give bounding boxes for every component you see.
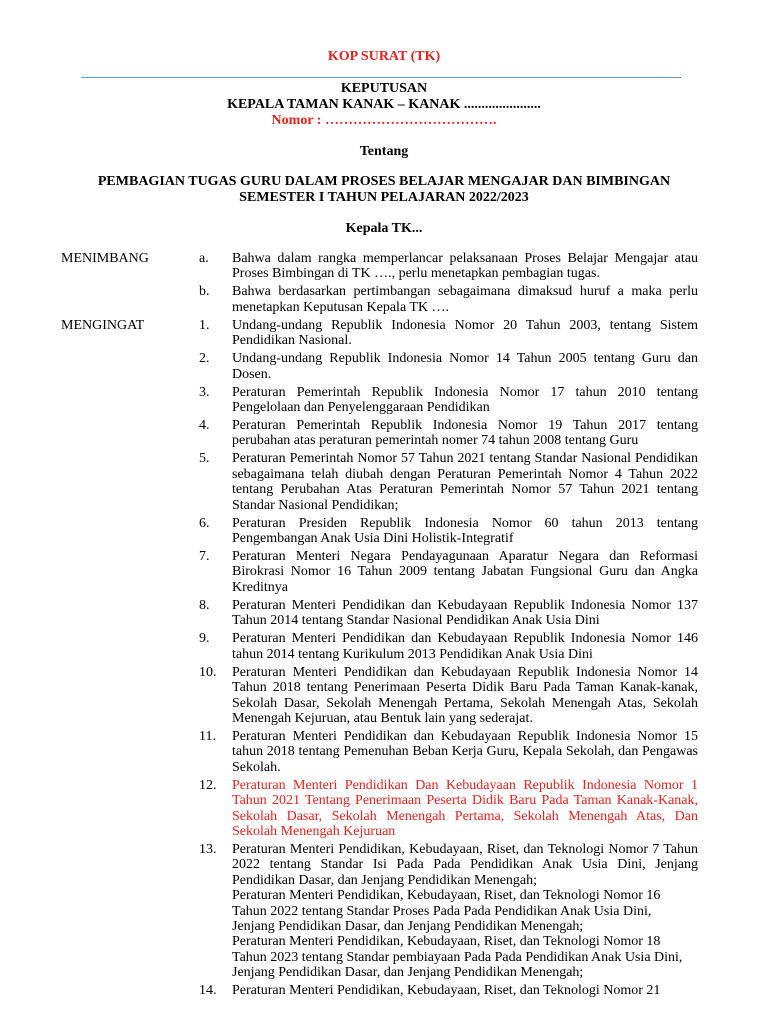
item-text-extra-line: Jenjang Pendidikan Dasar, dan Jenjang Pendidikan Menengah;	[232, 918, 584, 934]
item-text-main: Peraturan Pemerintah Republik Indonesia Nomor 19 Tahun 2017 tentang perubahan atas peraturan pemerintah nomer 74 tahun 2008 tentang Guru	[232, 418, 698, 449]
list-item	[0, 729, 768, 775]
list-item	[0, 665, 768, 727]
item-text-main: Peraturan Menteri Pendidikan, Kebudayaan, Riset, dan Teknologi Nomor 7 Tahun 2022 tentang Standar Isi Pada Pada Pendidikan Anak Usia Dini, Jenjang Pendidikan Dasar, dan Jenjang Pendidikan Menengah;	[232, 841, 698, 888]
item-text-extra-line: Tahun 2023 tentang Standar pembiayaan Pada Pada Pendidikan Anak Usia Dini,	[232, 949, 683, 965]
list-item	[0, 631, 768, 662]
decree-by: Kepala TK...	[345, 221, 423, 236]
item-marker: 2.	[199, 351, 210, 367]
item-text	[232, 598, 698, 629]
list-item	[0, 778, 768, 840]
decree-issuer: KEPALA TAMAN KANAK – KANAK ......................	[227, 97, 541, 112]
menimbang-section	[0, 251, 768, 315]
item-marker: 5.	[199, 451, 210, 467]
decree-title: KEPUTUSAN	[340, 81, 428, 96]
item-text-main: Peraturan Pemerintah Republik Indonesia Nomor 17 tahun 2010 tentang Pengelolaan dan Penyelenggaraan Pendidikan	[232, 384, 698, 416]
item-text-main: Peraturan Menteri Pendidikan dan Kebudayaan Republik Indonesia Nomor 146 tahun 2014 tentang Kurikulum 2013 Pendidikan Anak Usia Dini	[232, 631, 698, 662]
item-marker: 4.	[199, 418, 210, 434]
mengingat-section	[0, 318, 768, 999]
item-marker: 12.	[199, 777, 217, 793]
item-text-extra-line: Jenjang Pendidikan Dasar, dan Jenjang Pendidikan Menengah;	[232, 965, 584, 981]
list-item	[0, 251, 768, 282]
list-item	[0, 385, 768, 416]
item-text	[232, 516, 698, 547]
list-item	[0, 842, 768, 981]
item-marker: 7.	[199, 549, 210, 565]
item-marker: 9.	[199, 631, 210, 647]
item-text-main: Undang-undang Republik Indonesia Nomor 14 Tahun 2005 tentang Guru dan Dosen.	[232, 351, 698, 382]
section-label-menimbang: MENIMBANG	[61, 251, 149, 266]
letterhead: KOP SURAT (TK)	[327, 49, 441, 64]
item-marker: 6.	[199, 515, 210, 531]
list-item	[0, 598, 768, 629]
item-text	[232, 418, 698, 449]
item-text-main: Peraturan Menteri Pendidikan Dan Kebudayaan Republik Indonesia Nomor 1 Tahun 2021 Tentang Penerimaan Peserta Didik Baru Pada Taman Kanak-Kanak, Sekolah Dasar, Sekolah Menengah Pertama, Sekolah Menengah Atas, Dan Sekolah Menengah Kejuruan	[232, 777, 698, 839]
item-text	[232, 729, 698, 775]
decree-about: Tentang	[359, 144, 409, 159]
item-text	[232, 983, 698, 998]
item-text-extra-line: Peraturan Menteri Pendidikan, Kebudayaan, Riset, dan Teknologi Nomor 16	[232, 888, 661, 904]
decree-subject-line-2: SEMESTER I TAHUN PELAJARAN 2022/2023	[239, 190, 529, 205]
section-label-mengingat: MENGINGAT	[61, 317, 145, 333]
list-item	[0, 351, 768, 382]
item-marker: 10.	[199, 664, 217, 680]
item-text-main: Bahwa berdasarkan pertimbangan sebagaimana dimaksud huruf a maka perlu menetapkan Keputusan Kepala TK ….	[232, 284, 698, 315]
item-text-main: Peraturan Menteri Negara Pendayagunaan Aparatur Negara dan Reformasi Birokrasi Nomor 16 Tahun 2009 tentang Jabatan Fungsional Guru dan Angka Kreditnya	[232, 549, 698, 595]
list-item	[0, 983, 768, 998]
item-text	[232, 549, 698, 595]
item-text-main: Peraturan Menteri Pendidikan dan Kebudayaan Republik Indonesia Nomor 15 tahun 2018 tentang Pemenuhan Beban Kerja Guru, Kepala Sekolah, dan Pengawas Sekolah.	[232, 728, 698, 775]
item-marker: b.	[199, 284, 210, 300]
item-text-extra-line: Tahun 2022 tentang Standar Proses Pada Pada Pendidikan Anak Usia Dini,	[232, 903, 652, 919]
item-text-main: Peraturan Menteri Pendidikan dan Kebudayaan Republik Indonesia Nomor 14 Tahun 2018 tentang Penerimaan Peserta Didik Baru Pada Taman Kanak-kanak, Sekolah Dasar, Sekolah Menengah Pertama, Sekolah Menengah Atas, Sekolah Menengah Kejuruan, atau Bentuk lain yang sederajat.	[232, 664, 698, 726]
item-marker: 14.	[199, 983, 217, 999]
decree-subject-line-1: PEMBAGIAN TUGAS GURU DALAM PROSES BELAJAR MENGAJAR DAN BIMBINGAN	[97, 174, 671, 189]
item-marker: 11.	[199, 728, 216, 744]
item-marker: 8.	[199, 597, 210, 613]
item-text	[232, 385, 698, 416]
item-text-main: Peraturan Pemerintah Nomor 57 Tahun 2021 tentang Standar Nasional Pendidikan sebagaimana telah diubah dengan Peraturan Pemerintah Nomor 4 Tahun 2022 tentang Perubahan Atas Peraturan Pemerintah Nomor 57 Tahun 2021 tentang Standar Nasional Pendidikan;	[232, 451, 698, 513]
item-text	[232, 351, 698, 382]
item-text-main: Peraturan Menteri Pendidikan dan Kebudayaan Republik Indonesia Nomor 137 Tahun 2014 tentang Standar Nasional Pendidikan Anak Usia Dini	[232, 597, 698, 629]
item-text	[232, 318, 698, 349]
item-marker: a.	[199, 251, 209, 266]
decree-number: Nomor : ……………………………….	[271, 113, 497, 128]
item-text	[232, 451, 698, 513]
item-text-main: Bahwa dalam rangka memperlancar pelaksanaan Proses Belajar Mengajar atau Proses Bimbingan di TK …., perlu menetapkan pembagian tugas.	[232, 251, 698, 282]
item-text	[232, 251, 698, 282]
item-text-main: Undang-undang Republik Indonesia Nomor 20 Tahun 2003, tentang Sistem Pendidikan Nasional.	[232, 317, 698, 349]
header-rule	[81, 77, 681, 78]
decree-body	[0, 251, 768, 1001]
list-item	[0, 516, 768, 547]
list-item	[0, 318, 768, 349]
item-text-extra-line: Peraturan Menteri Pendidikan, Kebudayaan, Riset, dan Teknologi Nomor 18	[232, 934, 661, 950]
item-marker: 1.	[199, 317, 210, 333]
item-text-main: Peraturan Menteri Pendidikan, Kebudayaan, Riset, dan Teknologi Nomor 21	[232, 983, 661, 999]
list-item	[0, 451, 768, 513]
item-text-main: Peraturan Presiden Republik Indonesia Nomor 60 tahun 2013 tentang Pengembangan Anak Usia Dini Holistik-Integratif	[232, 515, 698, 547]
item-marker: 3.	[199, 384, 210, 400]
item-text	[232, 665, 698, 727]
item-text	[232, 631, 698, 662]
list-item	[0, 284, 768, 315]
item-marker: 13.	[199, 841, 217, 857]
item-text	[232, 284, 698, 315]
item-text	[232, 778, 698, 840]
item-text	[232, 842, 698, 981]
list-item	[0, 549, 768, 595]
list-item	[0, 418, 768, 449]
